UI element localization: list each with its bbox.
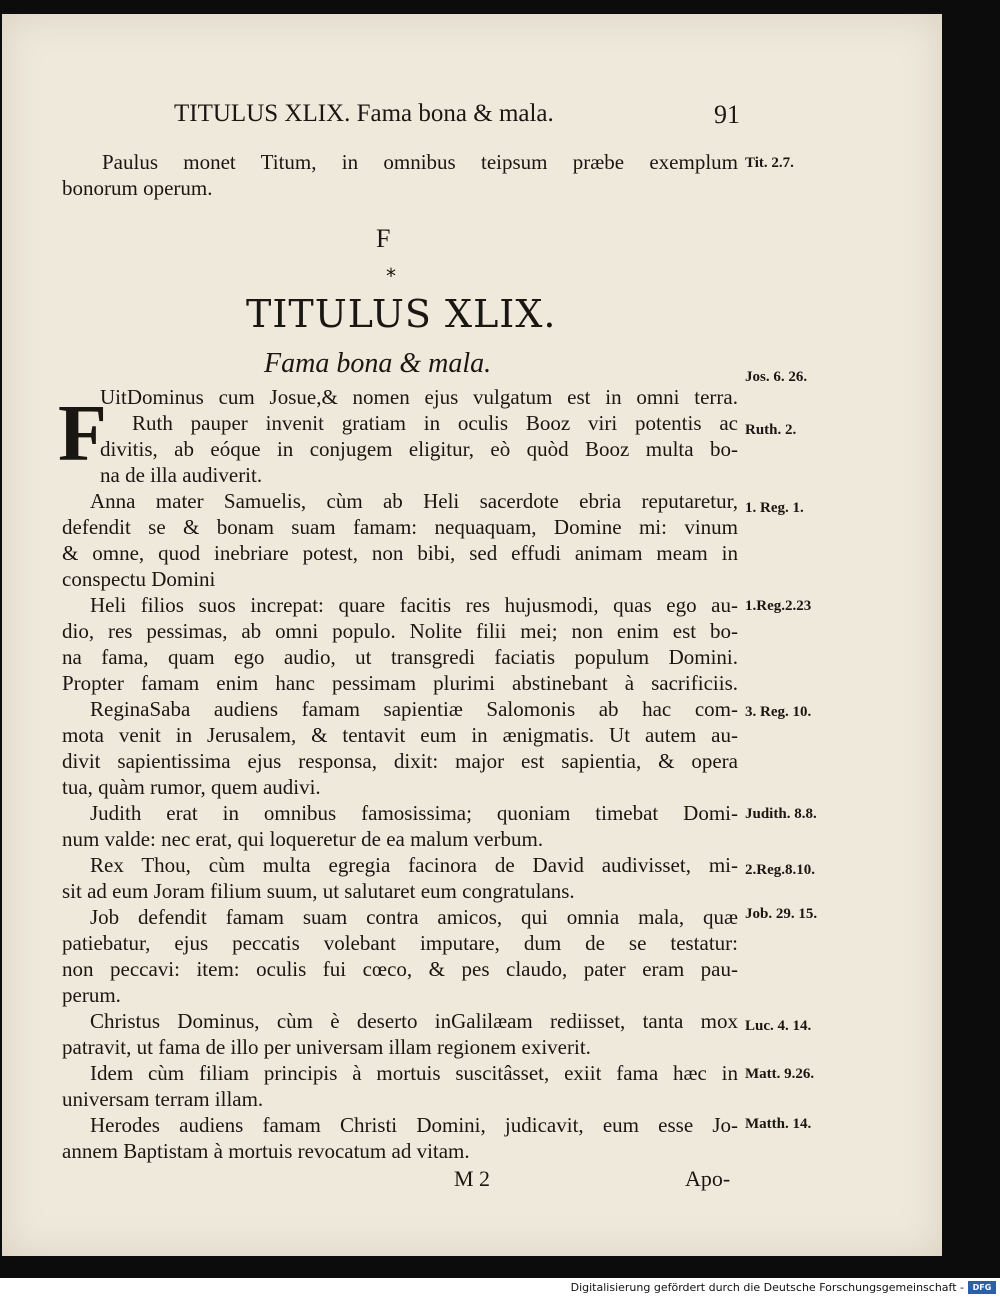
text-line: non peccavi: item: oculis fui cœco, & pes claudo, pater eram pau-: [62, 957, 738, 981]
margin-note: Ruth. 2.: [745, 422, 797, 438]
margin-note: 1. Reg. 1.: [745, 500, 804, 516]
text-line: ReginaSaba audiens famam sapientiæ Salomonis ab hac com-: [90, 697, 738, 721]
text-line: Job defendit famam suam contra amicos, qui omnia mala, quæ: [90, 905, 738, 929]
text-line: mota venit in Jerusalem, & tentavit eum in ænigmatis. Ut autem au-: [62, 723, 738, 747]
margin-note: Jos. 6. 26.: [745, 369, 808, 385]
drop-cap: F: [58, 390, 107, 478]
text-line: Propter famam enim hanc pessimam plurimi abstinebant à sacrificiis.: [62, 671, 738, 695]
text-line: Anna mater Samuelis, cùm ab Heli sacerdote ebria reputaretur,: [90, 489, 738, 513]
text-line: Herodes audiens famam Christi Domini, judicavit, eum esse Jo-: [90, 1113, 738, 1137]
text-line: Rex Thou, cùm multa egregia facinora de David audivisset, mi-: [90, 853, 738, 877]
text-line: Ruth pauper invenit gratiam in oculis Booz viri potentis ac: [132, 411, 738, 435]
dfg-logo-icon: DFG: [968, 1281, 996, 1294]
margin-note: Job. 29. 15.: [745, 906, 818, 922]
margin-note: Matth. 14.: [745, 1116, 812, 1132]
text-line: dio, res pessimas, ab omni populo. Nolite filii mei; non enim est bo-: [62, 619, 738, 643]
margin-note: Matt. 9.26.: [745, 1066, 815, 1082]
margin-note: 3. Reg. 10.: [745, 704, 812, 720]
margin-note: Judith. 8.8.: [745, 806, 817, 822]
text-line: Christus Dominus, cùm è deserto inGalilæam rediisset, tanta mox: [90, 1009, 738, 1033]
chapter-title: TITULUS XLIX.: [246, 292, 557, 336]
digitization-credit: Digitalisierung gefördert durch die Deutsche Forschungsgemeinschaft -: [570, 1281, 964, 1294]
margin-note: 2.Reg.8.10.: [745, 862, 815, 878]
margin-note: Tit. 2.7.: [745, 155, 794, 171]
section-letter: F: [376, 224, 391, 253]
text-line: Idem cùm filiam principis à mortuis suscitâsset, exiit fama hæc in: [90, 1061, 738, 1085]
text-line: num valde: nec erat, qui loqueretur de ea malum verbum.: [62, 827, 544, 851]
page-number: 91: [714, 100, 740, 129]
text-line: patravit, ut fama de illo per universam illam regionem exiverit.: [62, 1035, 591, 1059]
text-line: Heli filios suos increpat: quare facitis res hujusmodi, quas ego au-: [90, 593, 738, 617]
catchword: Apo-: [685, 1166, 731, 1191]
margin-note: 1.Reg.2.23: [745, 598, 812, 614]
text-line: patiebatur, ejus peccatis volebant imputare, dum de se testatur:: [62, 931, 738, 955]
text-line: Judith erat in omnibus famosissima; quoniam timebat Domi-: [90, 801, 738, 825]
text-line: na fama, quam ego audio, ut transgredi faciatis populum Domini.: [62, 645, 738, 669]
text-line: annem Baptistam à mortuis revocatum ad vitam.: [62, 1139, 470, 1163]
signature-mark: M 2: [454, 1166, 491, 1191]
text-line: divit sapientissima ejus responsa, dixit: major est sapientia, & opera: [62, 749, 738, 773]
chapter-subtitle: Fama bona & mala.: [264, 348, 492, 379]
intro-line: Paulus monet Titum, in omnibus teipsum præbe exemplum: [102, 150, 738, 174]
text-line: defendit se & bonam suam famam: nequaquam, Domine mi: vinum: [62, 515, 738, 539]
text-line: divitis, ab eóque in conjugem eligitur, eò quòd Booz multa bo-: [100, 437, 738, 461]
text-line: & omne, quod inebriare potest, non bibi, sed effudi animam meam in: [62, 541, 738, 565]
text-line: na de illa audiverit.: [100, 463, 263, 487]
text-line: universam terram illam.: [62, 1087, 264, 1111]
running-title: TITULUS XLIX. Fama bona & mala.: [174, 100, 554, 127]
text-line: sit ad eum Joram filium suum, ut salutaret eum congratulans.: [62, 879, 575, 903]
text-line: tua, quàm rumor, quem audivi.: [62, 775, 321, 799]
intro-line: bonorum operum.: [62, 176, 213, 200]
asterisk-ornament: *: [386, 264, 396, 288]
text-line: perum.: [62, 983, 121, 1007]
book-page: [2, 14, 942, 1256]
margin-note: Luc. 4. 14.: [745, 1018, 812, 1034]
text-line: conspectu Domini: [62, 567, 216, 591]
text-line: UitDominus cum Josue,& nomen ejus vulgatum est in omni terra.: [100, 385, 738, 409]
